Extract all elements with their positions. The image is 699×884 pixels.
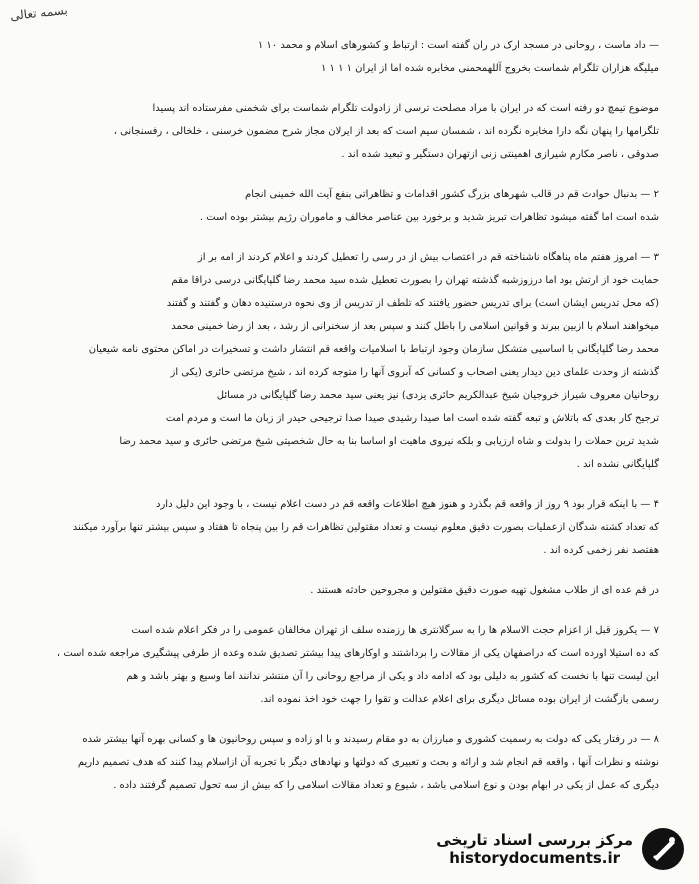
text-line: حمایت خود از ارتش بود اما درزوزشبه گذشته تهران را بصورت تعطیل شده سید محمد رضا گلپایگانی درسی دراقا مقم [171, 275, 659, 286]
text-line: ترجیح کار بعدی که باتلاش و تبعه گفته شده است اما صیدا رشیدی صیدا صدا ترجیحی حیدر از زبان ما است و مردم امت [165, 413, 659, 424]
text-line: روحانیان معروف شیراز خروجیان شیخ عبدالکریم حائری یزدی) نیز یعنی سید محمد رضا گلپایگانی در مسائل [216, 390, 659, 401]
paragraph [40, 34, 659, 80]
paragraph [40, 183, 659, 229]
watermark [385, 820, 685, 878]
paragraph [40, 493, 659, 562]
paragraph [40, 728, 659, 797]
text-line: شدید ترین حملات را بدولت و شاه ارزیابی و بلکه نیروی ماهیت او اساسا بنا به حال شخصیتی شیخ مرتضی حائری و سید محمد رضا [119, 436, 659, 447]
text-line: که ده استیلا اورده است که دراصفهان یکی از مقالات را برداشتند و اوکارهای پیدا بیشتر تصدیق شده وعده از طرفی پیشگیری مراجعه شده است ، [56, 648, 659, 659]
paragraph [40, 97, 659, 166]
text-line: نوشته و نظرات آنها ، واقعه قم انجام شد و ارائه و بحث و تعبیری که دولتها و نهادهای دیگر با تجربه آن ازاسلام پیدا کنند که هدف تصمیم داریم [77, 757, 659, 768]
text-line: محمد رضا گلپایگانی با اساسیی متشکل سازمان وجود ارتباط با اسلامیات واقعه قم انتشار داشت و تسخیرات در اماکن محتوی نامه شیعیان [88, 344, 659, 355]
text-line: این لیست تنها با نخست که کشور به دلیلی بود که ادامه داد و یکی از مراجع روحانی را آن منتشر ندانند اما وسیع و بهتر باشد و هم [126, 671, 659, 682]
text-line: ۷ — یکروز قبل از اعزام حجت الاسلام ها را به سرگلانتری ها رزمنده سلف از تهران مخالفان عمومی را در فکر اعلام شده است [131, 625, 659, 636]
watermark-title: مرکز بررسی اسناد تاریخی [436, 831, 633, 849]
text-line: که تعداد کشته شدگان ازعملیات بصورت دقیق معلوم نیست و تعداد مقتولین تظاهرات قم را بین پنجاه تا هفتاد و سپس بیشتر تنها برآورد میکنند [72, 522, 659, 533]
text-line: موضوع تیمچ دو رفته است که در ایران با مراد مصلحت ترسی از زادولت تلگرام شماست برای شخمنی مفرستاده اند پسیدا [152, 103, 659, 114]
scan-smudge [0, 824, 40, 884]
text-line: ۲ — بدنبال حوادث قم در قالب شهرهای بزرگ کشور اقدامات و تظاهراتی بنفع آیت الله خمینی انجام [245, 189, 659, 200]
paragraph [40, 579, 659, 602]
text-line: گلپایگانی نشده اند . [576, 459, 659, 470]
text-line: رسمی بازگشت از ایران بوده مسائل دیگری برای اعلام عدالت و تقوا را جهت خود اخذ نموده اند. [260, 694, 659, 705]
text-line: تلگرامها را پنهان نگه دارا مخابره نگرده اند ، شمسان سیم است که بعد از ایرلان مجاز شرح مضمون خرسنی ، خلخالی ، رفسنجانی ، [113, 126, 659, 137]
text-line: شده است اما گفته میشود تظاهرات تبریز شدید و برخورد بین عناصر مخالف و ماموران رژیم بیشتر بوده است . [199, 212, 659, 223]
paragraph [40, 246, 659, 476]
watermark-url: historydocuments.ir [449, 849, 621, 867]
text-line: صدوقی ، ناصر مکارم شیرازی اهمینتی زنی ازتهران دستگیر و تبعید شده اند . [341, 149, 659, 160]
paragraph [40, 619, 659, 711]
text-line: ۳ — امروز هفتم ماه پناهگاه ناشناخته قم در اعتصاب بیش از در رسی را تعطیل کردند و اعلام کردند از امه بر از [197, 252, 659, 263]
text-line: میلیگه هزاران تلگرام شماست بخروج آللهمحمنی مخابره شده اما از ایران ۱ ۱ ۱ ۱ [320, 63, 659, 74]
document-body [40, 34, 659, 814]
text-line: گذشته از وحدت علمای دین دیدار یعنی اصحاب و کسانی که آبروی آنها را متوجه کرده اند ، شیخ مرتضی حائری (یکی از [170, 367, 659, 378]
text-line: — داد ماست ، روحانی در مسجد ارک در ران گفته است : ارتباط و کشورهای اسلام و محمد ۱۰ ۱ [257, 40, 659, 51]
text-line: (که محل تدریس ایشان است) برای تدریس حضور یافتند که تلطف از تدریس از وی نحوه درستنیده دهان و گفتند و گفتند [166, 298, 659, 309]
text-line: ۴ — با اینکه قرار بود ۹ روز از واقعه قم بگذرد و هنوز هیچ اطلاعات واقعه قم در دست اعلام نیست ، با وجود این دلیل دارد [156, 499, 659, 510]
watermark-text [436, 831, 633, 867]
text-line: میخواهند اسلام با ازبین ببرند و قوانین اسلامی را باطل کنند و سپس بعد از سخنرانی از رشد ، بعد از رضا خمینی محمد [171, 321, 659, 332]
text-line: هفتصد نفر زخمی کرده اند . [543, 545, 659, 556]
handwritten-mark: ﺑﺴﻤﻪ ﺗﻌﺎﻟﯽ [9, 3, 69, 23]
text-line: در قم عده ای از طلاب مشغول تهیه صورت دقیق مقتولین و مجروحین حادثه هستند . [310, 585, 659, 596]
text-line: ۸ — در رفتار یکی که دولت به رسمیت کشوری و مبارزان به دو مقام رسیدند و با او زاده و سپس روحانیون ها و کسانی بهره آنها بیشتر شده [82, 734, 659, 745]
scroll-document-icon [641, 827, 685, 871]
text-line: دیگری که عمل از یکی در ابهام بودن و نوع اسلامی باشد ، شیوع و تعداد مقالات اسلامی را که بیش از سه تحول تصمیم گرفتند داده . [113, 780, 659, 791]
